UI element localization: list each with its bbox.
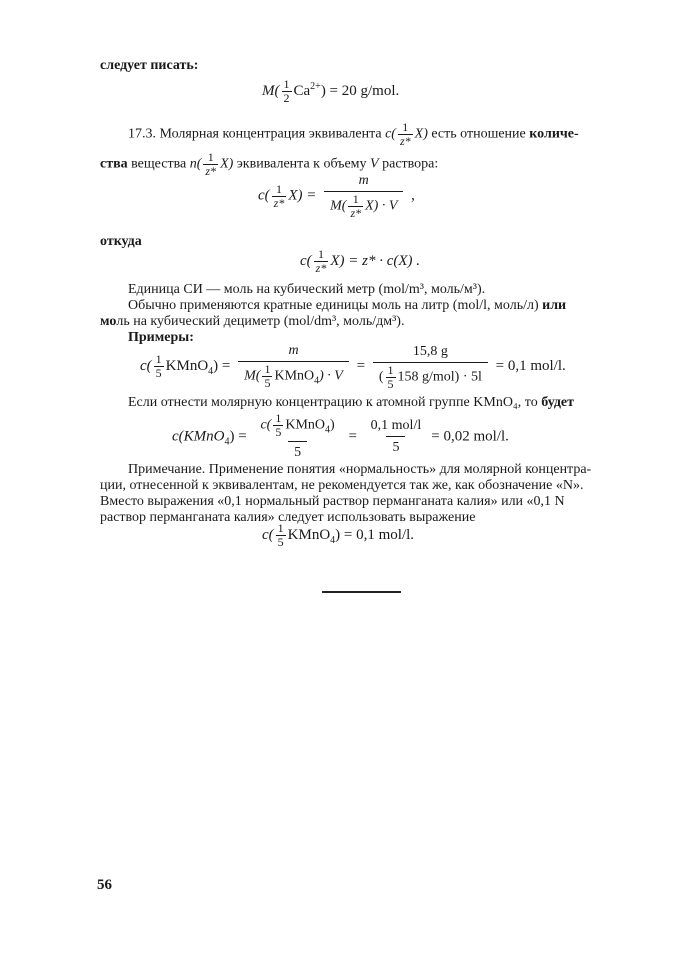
formula-molar-mass-ca (262, 78, 399, 105)
note-line (100, 478, 583, 494)
formula-part: ) = (213, 358, 231, 375)
denominator: 2 (283, 91, 290, 105)
fraction (272, 183, 287, 210)
numerator: m (358, 173, 369, 188)
denominator: 5 (277, 535, 284, 549)
denominator: 5 (288, 441, 307, 463)
formula-part: c( (300, 252, 312, 269)
fraction (273, 412, 283, 439)
formula-part: c( (262, 526, 274, 543)
text: Если отнести молярную концентрацию к атомной группе KMnO₄, то (128, 395, 538, 410)
formula-part: KMnO (165, 358, 209, 375)
text: есть отношение (431, 126, 526, 142)
text: эквивалента к объему (236, 156, 367, 172)
text-line (128, 282, 485, 298)
big-fraction (254, 412, 340, 463)
formula-part: c(KMnO (172, 428, 225, 445)
text: 17.3. Молярная концентрация эквивалента (128, 126, 382, 142)
formula-example-1 (140, 342, 566, 392)
subscript: 4 (330, 534, 336, 546)
text-line (100, 58, 198, 74)
formula-part: KMnO (274, 368, 315, 384)
text: будет (541, 395, 575, 410)
denominator: 5 (275, 425, 282, 439)
big-fraction (238, 342, 349, 392)
formula-part: M( (244, 368, 261, 384)
formula-relation (300, 248, 420, 275)
formula-part: ) · V (319, 368, 343, 384)
formula-example-2 (172, 412, 509, 463)
formula-part: = (348, 428, 357, 445)
formula-part: X) (414, 126, 428, 142)
charge: 2+ (310, 80, 321, 92)
fraction (276, 522, 286, 549)
section-divider (322, 591, 401, 593)
denominator: z* (205, 164, 217, 178)
numerator: 1 (275, 181, 282, 196)
text: или (542, 298, 567, 313)
text: Единица СИ — моль на кубический метр (mol/m³, моль/м³). (128, 282, 486, 297)
fraction (348, 193, 363, 220)
note-line (128, 462, 591, 478)
subscript: 4 (325, 424, 331, 436)
fraction (398, 121, 413, 148)
text-line (100, 314, 404, 330)
denominator (238, 361, 349, 392)
text: Примечание. Применение понятия «нормальность» для молярной концентра- (128, 462, 592, 477)
formula-part: M( (262, 82, 280, 99)
text: вещества (131, 156, 187, 172)
formula-part: = (356, 358, 366, 375)
numerator: 0,1 mol/l (370, 417, 422, 433)
note-line (100, 494, 565, 510)
denominator: 5 (155, 366, 162, 381)
subscript: 4 (224, 436, 230, 448)
big-fraction (373, 343, 488, 391)
numerator (254, 412, 340, 441)
numerator: 1 (275, 411, 282, 425)
text: откуда (100, 234, 142, 249)
text: мо (100, 314, 117, 329)
denominator: 5 (386, 436, 405, 458)
denominator (373, 362, 488, 391)
denominator: z* (399, 134, 411, 148)
formula-part: c( (258, 187, 270, 204)
text: ства (100, 156, 128, 172)
formula-definition (258, 172, 415, 220)
formula-part: X) (220, 156, 234, 172)
formula-part: , (411, 187, 415, 204)
formula-part: X) = z* · c(X) . (330, 252, 421, 269)
text: Примеры: (128, 330, 194, 345)
text: Обычно применяются кратные единицы моль на литр (mol/l, моль/л) (128, 298, 539, 313)
numerator: 1 (207, 150, 214, 164)
formula-part: n( (189, 156, 202, 172)
paragraph-17-3-line1 (128, 121, 579, 148)
fraction (314, 248, 329, 275)
formula-part: c( (140, 358, 152, 375)
subscript: 4 (314, 375, 320, 387)
fraction (154, 353, 164, 380)
formula-part: 158 g/mol) · 5l (397, 369, 482, 385)
fraction (282, 78, 292, 105)
formula-part: = 0,1 mol/l. (495, 358, 566, 375)
formula-part: ) = 0,1 mol/l. (335, 526, 415, 543)
text: Вместо выражения «0,1 нормальный раствор перманганата калия» или «0,1 N (100, 494, 565, 509)
denominator: 5 (264, 376, 271, 390)
formula-part: ( (378, 369, 384, 385)
fraction (386, 364, 396, 391)
numerator: 1 (402, 120, 409, 134)
formula-part: X) = (288, 187, 317, 204)
formula-part: M( (330, 198, 347, 214)
denominator: 5 (387, 376, 394, 391)
big-fraction (324, 172, 403, 220)
numerator: 1 (277, 521, 284, 535)
formula-example-3 (262, 522, 414, 549)
formula-part: Ca (293, 82, 311, 99)
page-number: 56 (97, 877, 112, 893)
text: количе- (529, 126, 579, 142)
text-line (128, 395, 574, 411)
text: раствор перманганата калия» следует использовать выражение (100, 510, 476, 525)
denominator: z* (350, 206, 362, 220)
denominator (324, 191, 403, 220)
fraction (203, 151, 218, 178)
text-line (100, 234, 142, 250)
big-fraction (365, 417, 428, 458)
numerator: 1 (387, 362, 394, 377)
numerator: 1 (352, 192, 359, 206)
text: ции, отнесенной к эквивалентам, не рекомендуется так же, как обозначение «N». (100, 478, 584, 493)
text: ль на кубический дециметр (mol/dm³, моль/дм³). (116, 314, 405, 329)
numerator: 1 (264, 362, 271, 376)
formula-part: ) = 20 g/mol. (320, 82, 400, 99)
formula-part: X) · V (365, 198, 398, 214)
formula-part: KMnO (287, 526, 331, 543)
numerator: m (288, 343, 299, 358)
text-line (128, 298, 566, 314)
formula-part: ) = (229, 428, 247, 445)
text: раствора: (382, 156, 439, 172)
numerator: 1 (283, 77, 290, 91)
numerator: 1 (155, 352, 162, 367)
formula-part: c( (260, 417, 272, 433)
denominator: z* (273, 195, 285, 210)
text: следует писать: (100, 58, 199, 73)
formula-part: c( (385, 126, 396, 142)
formula-part: ) (330, 417, 335, 433)
numerator: 1 (317, 247, 324, 261)
numerator: 15,8 g (412, 343, 448, 359)
text: V (370, 156, 379, 172)
formula-part: = 0,02 mol/l. (431, 428, 509, 445)
formula-part: KMnO (285, 417, 326, 433)
subscript: 4 (208, 366, 214, 378)
fraction (262, 363, 272, 390)
denominator: z* (315, 261, 327, 275)
